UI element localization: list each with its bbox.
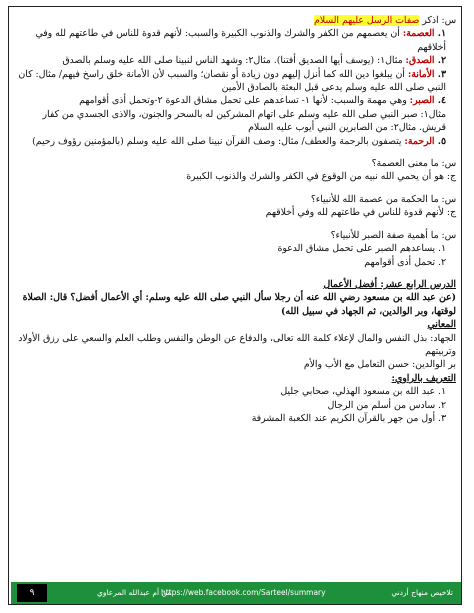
attribute-text: أن يعصمهم من الكفر والشرك والذنوب الكبيرة والسبب: لأنهم قدوة للناس في طاعتهم لله وفي أخلاقهم bbox=[35, 28, 446, 53]
attribute-term: العصمة: bbox=[402, 28, 435, 40]
footer-title: تلاخيص منهاج أردني bbox=[391, 588, 453, 597]
qa-answer: ج: هو أن يحمي الله نبيه من الوقوع في الكفر والشرك والذنوب الكبيرة bbox=[186, 171, 456, 183]
attribute-term: الأمانة: bbox=[407, 68, 435, 80]
meaning-item bbox=[18, 332, 456, 359]
narrator-item: ٣. أول من جهر بالقرآن الكريم عند الكعبة المشرفة bbox=[251, 412, 446, 424]
meanings-list bbox=[18, 332, 456, 372]
spacer bbox=[18, 184, 456, 193]
footer-author: من أم عبدالله المرعاوي bbox=[97, 588, 172, 597]
meaning-text: حسن التعامل مع الأب والأم bbox=[303, 359, 413, 371]
highlighted-topic: صفات الرسل عليهم السلام bbox=[313, 15, 420, 26]
attribute-text: يتصفون بالرحمة والعطف/ مثال: وصف القرآن نبينا صلى الله عليه وسلم (بالمؤمنين رؤوف رحيم) bbox=[32, 135, 405, 147]
page-content bbox=[18, 14, 456, 425]
question-heading: س: اذكر صفات الرسل عليهم السلام bbox=[313, 15, 456, 26]
qa-list bbox=[18, 157, 456, 269]
attribute-item bbox=[18, 108, 456, 135]
qa-answer: ج: لأنهم قدوة للناس في طاعتهم لله وفي أخلاقهم bbox=[265, 207, 456, 219]
qa-answer: ١. يساعدهم الصبر على تحمل مشاق الدعوة bbox=[277, 243, 446, 255]
footer-link[interactable]: https://web.facebook.com/Sarteel/summary bbox=[161, 588, 326, 597]
qa-answer: ٢. تحمل أذى أقوامهم bbox=[364, 256, 446, 268]
attribute-number: ٤. bbox=[434, 95, 446, 107]
footer-bar bbox=[11, 582, 461, 604]
attributes-list bbox=[18, 27, 456, 148]
attribute-text: أن يبلغوا دين الله كما أنزل إليهم دون زيادة أو نقصان؛ والسبب لأن الأمانة خلق راسخ فيهم/ مثال: كان النبي صلى الله عليه وسلم يدعى قبل البعثة بالصادق الأمين bbox=[18, 68, 446, 94]
qa-question: س: ما معنى العصمة؟ bbox=[371, 158, 456, 170]
page-number: ٩ bbox=[17, 584, 47, 602]
attribute-item bbox=[18, 94, 456, 107]
narrator-item: ١. عبد الله بن مسعود الهذلي، صحابي جليل bbox=[280, 386, 446, 398]
spacer bbox=[18, 220, 456, 229]
qa-question: س: ما أهمية صفة الصبر للأنبياء؟ bbox=[330, 229, 456, 241]
meaning-text: بذل النفس والمال لإعلاء كلمة الله تعالى، والدفاع عن الوطن والنفس وطلب العلم والسعي على رزق الأولاد وتربيتهم bbox=[18, 332, 456, 357]
meaning-term: بر الوالدين: bbox=[412, 359, 456, 371]
attribute-item bbox=[18, 27, 456, 54]
attribute-item bbox=[18, 54, 456, 67]
narrator-item: ٢. سادس من أسلم من الرجال bbox=[327, 399, 446, 411]
meaning-item bbox=[18, 358, 456, 371]
attribute-number: ٢. bbox=[434, 55, 446, 67]
meanings-heading: المعاني bbox=[427, 319, 456, 331]
attribute-item bbox=[18, 68, 456, 95]
attribute-number: ٣. bbox=[434, 68, 446, 80]
attribute-text: مثال١: (يوسف أيها الصديق أفتنا). مثال٢: وشهد الناس لنبينا صلى الله عليه وسلم بالصدق bbox=[62, 55, 406, 67]
attribute-item bbox=[18, 135, 456, 148]
attribute-number: ١. bbox=[434, 28, 446, 40]
narrator-heading: التعريف بالراوي: bbox=[391, 372, 456, 384]
attribute-term: الصبر: bbox=[409, 95, 435, 107]
meaning-term: الجهاد: bbox=[430, 332, 456, 344]
qa-question: س: ما الحكمة من عصمة الله للأنبياء؟ bbox=[310, 193, 456, 205]
attribute-number: ٥. bbox=[434, 135, 446, 147]
attribute-text: مثال١: صبر النبي صلى الله عليه وسلم على اتهام المشركين له بالسحر والجنون، والاذى الجسدي من كفار قريش. مثال٢: من الصابرين النبي أيوب عليه السلام bbox=[42, 108, 446, 134]
narrator-list bbox=[18, 385, 456, 425]
attribute-text: وهي مهمة والسبب: لأنها ١- تساعدهم على تحمل مشاق الدعوة ٢-وتحمل أذى أقوامهم bbox=[79, 95, 410, 107]
attribute-term: الرحمة: bbox=[404, 135, 435, 147]
attribute-term: الصدق: bbox=[405, 55, 435, 67]
hadith-text: (عن عبد الله بن مسعود رضي الله عنه أن رجلا سأل النبي صلى الله عليه وسلم: أي الأعمال أفضل؟ قال: الصلاة لوقتها، وبر الوالدين، ثم الجهاد في سبيل الله) bbox=[22, 292, 456, 317]
lesson-title: الدرس الرابع عشر: أفضل الأعمال bbox=[323, 278, 456, 290]
document-page bbox=[8, 6, 464, 607]
